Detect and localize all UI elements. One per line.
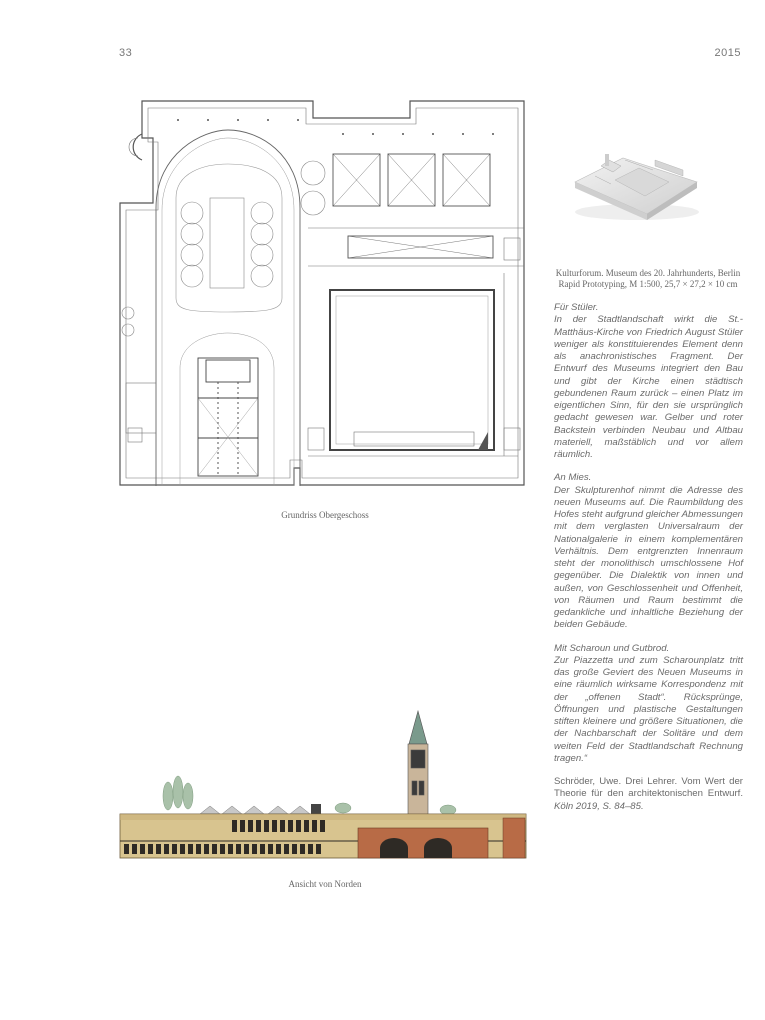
paragraph-stueler [554,302,743,461]
citation-italic: Köln 2019, S. 84–85. [554,800,644,812]
floor-plan-drawing [118,98,528,486]
paragraph-heading: Mit Scharoun und Gutbrod. [554,642,670,654]
paragraph-body: In der Stadtlandschaft wirkt die St.-Matthäus-Kirche von Friedrich August Stüler weniger als konstituierendes Element denn als anachronistisches Fragment. Der Entwurf des Museums integriert den Bau und gibt der Kirche einen städtisch gebundenen Raum zurück – einen Platz im eigentlichen Sinn, für den sie ursprünglich gedacht gewesen war. Gelber und roter Backstein verbinden Neubau und Altbau materiell, maßstäblich und vor allem räumlich. [554,314,743,460]
citation-text: Schröder, Uwe. Drei Lehrer. Vom Wert der Theorie für den architektonischen Entwurf. [554,776,743,800]
paragraph-heading: Für Stüler. [554,302,599,313]
paragraph-body: Der Skulpturenhof nimmt die Adresse des neuen Museums auf. Die Raumbildung des Hofes steht aufgrund gleicher Abmessungen mit dem verglasten Universalraum der Nationalgalerie in einem komplementären Verhältnis. Dem entgrenzten Innenraum steht der monolithisch umschlossene Hof gegenüber. Die Dialektik von innen und außen, von Geschlossenheit und Offenheit, von Räumen und Raum bestimmt die gedankliche und inhaltliche Beziehung der beiden Gebäude. [554,484,743,631]
page-number-left: 33 [119,47,133,59]
model-caption-line-1: Kulturforum. Museum des 20. Jahrhunderts, Berlin [555,268,741,278]
north-elevation-drawing [118,706,528,866]
paragraph-mies [554,472,743,631]
model-photo [565,130,705,230]
page-number-right: 2015 [714,47,741,59]
plan-caption: Grundriss Obergeschoss [281,510,369,520]
model-caption [548,268,748,290]
paragraph-scharoun [554,643,743,766]
citation [554,776,743,813]
paragraph-heading: An Mies. [554,472,592,484]
body-text-column [554,302,743,824]
model-caption-line-2: Rapid Prototyping, M 1:500, 25,7 × 27,2 × 10 cm [558,279,738,289]
paragraph-body: Zur Piazzetta und zum Scharounplatz tritt das große Geviert des Neuen Museums in eine räumlich wirksame Korrespondenz mit der „offenen Stadt“. Rücksprünge, Öffnungen und plastische Gestaltungen stiften kleinere und größere Situationen, die der Nachbarschaft der Solitäre und dem weiten Feld der Stadtlandschaft Rechnung tragen.“ [554,654,743,764]
elevation-caption: Ansicht von Norden [288,879,362,889]
